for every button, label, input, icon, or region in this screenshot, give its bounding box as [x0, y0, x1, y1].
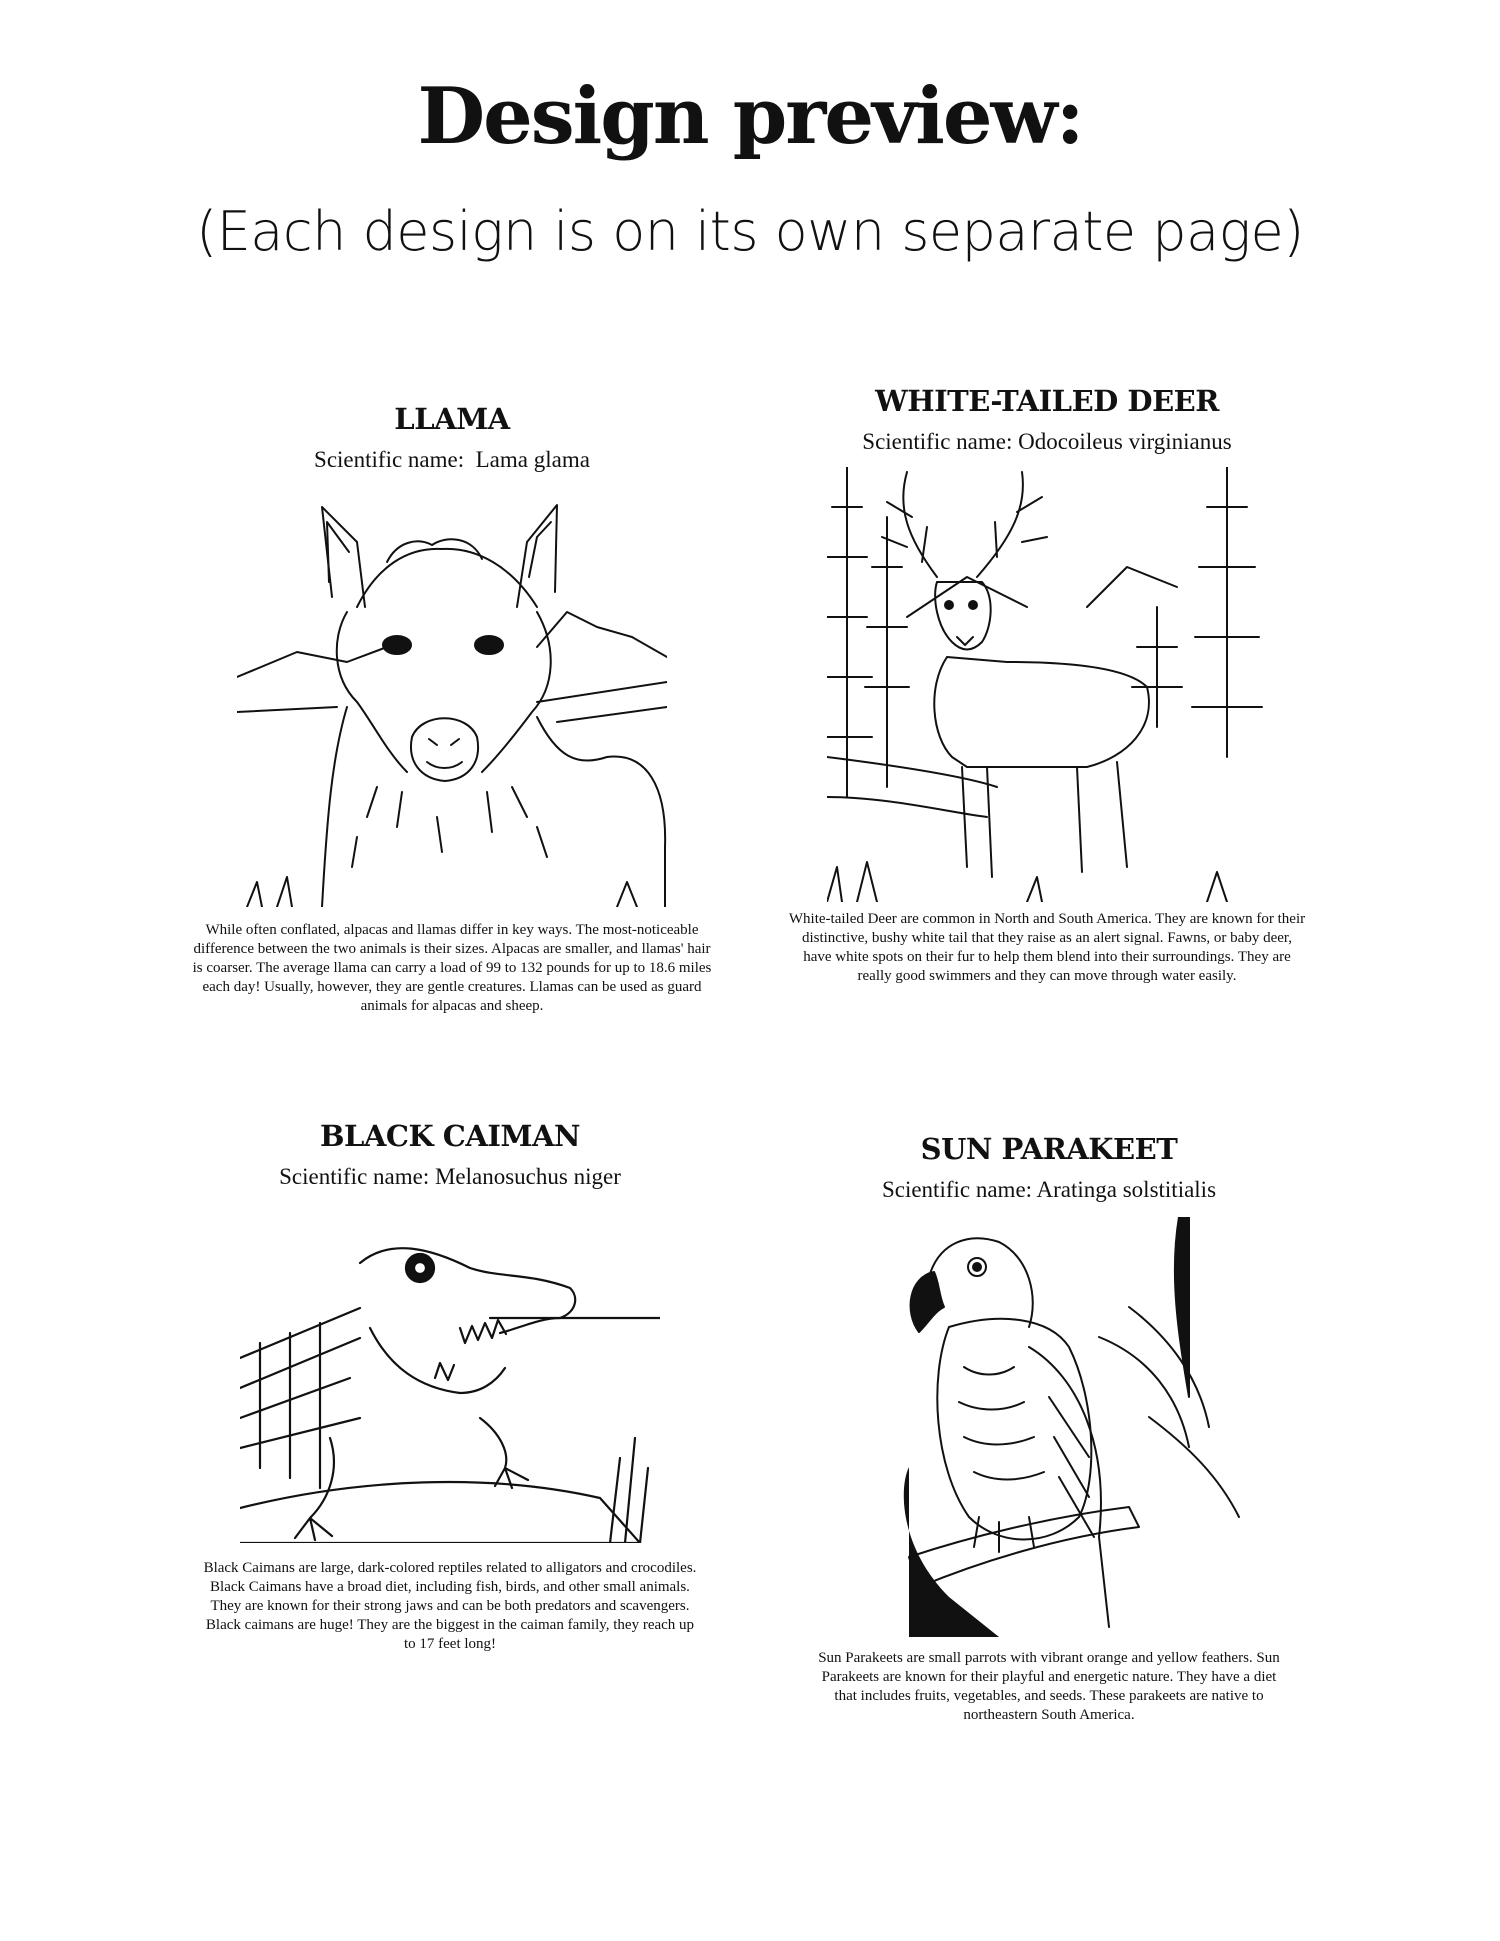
- parakeet-illustration: [849, 1217, 1249, 1637]
- page-subtitle: (Each design is on its own separate page): [196, 200, 1304, 263]
- scientific-name: Scientific name: Aratinga solstitialis: [881, 1177, 1217, 1202]
- animal-description: Sun Parakeets are small parrots with vibrant orange and yellow feathers. Sun Parakeets are known for their playful and energetic nature. They have a diet that includes fruits, vegetables, and seeds. These parakeets are native to northeastern South America.: [818, 1650, 1280, 1723]
- scientific-name: Scientific name: Lama glama: [314, 447, 590, 472]
- animal-card-black-caiman: [170, 1119, 730, 1654]
- animal-name: WHITE-TAILED DEER: [875, 384, 1219, 418]
- deer-illustration: [827, 467, 1267, 902]
- scientific-name: Scientific name: Odocoileus virginianus: [862, 429, 1232, 454]
- animal-name: SUN PARAKEET: [920, 1132, 1178, 1166]
- animal-description: Black Caimans are large, dark-colored reptiles related to alligators and crocodiles. Black Caimans have a broad diet, including fish, birds, and other small animals. They are known for their strong jaws and can be both predators and scavengers. Black caimans are huge! They are the biggest in the caiman family, they reach up to 17 feet long!: [203, 1560, 697, 1652]
- animal-description: While often conflated, alpacas and llamas differ in key ways. The most-noticeable difference between the two animals is their sizes. Alpacas are smaller, and llamas' hair is coarser. The average llama can carry a load of 99 to 132 pounds for up to 18.6 miles each day! Usually, however, they are gentle creatures. Llamas can be used as guard animals for alpacas and sheep.: [192, 922, 712, 1014]
- animal-name: LLAMA: [394, 402, 510, 436]
- animal-card-sun-parakeet: [769, 1132, 1329, 1725]
- llama-illustration: [237, 487, 667, 907]
- animal-card-white-tailed-deer: [767, 384, 1327, 986]
- animal-card-llama: [172, 402, 732, 1016]
- scientific-name: Scientific name: Melanosuchus niger: [279, 1164, 621, 1189]
- animal-name: BLACK CAIMAN: [319, 1119, 581, 1153]
- page-title: Design preview:: [417, 71, 1083, 162]
- animal-description: White-tailed Deer are common in North and South America. They are known for their distinctive, bushy white tail that they raise as an alert signal. Fawns, or baby deer, have white spots on their fur to help them blend into their surroundings. They are really good swimmers and they can move through water easily.: [788, 911, 1306, 984]
- caiman-illustration: [240, 1218, 660, 1543]
